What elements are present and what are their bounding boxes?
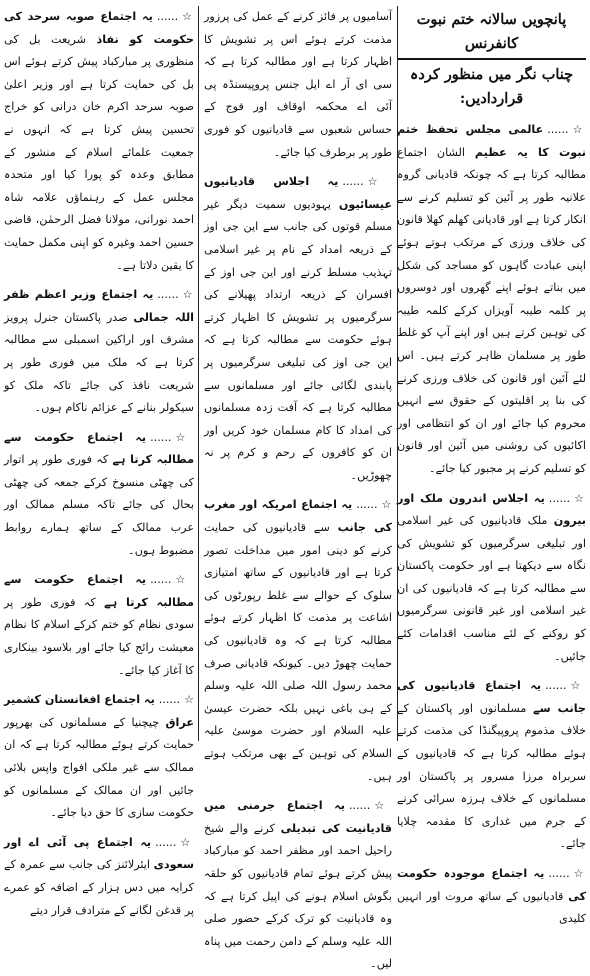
headline-line-2: چناب نگر میں منظور کردہ قراردادیں:: [409, 66, 574, 107]
resolution-paragraph: [397, 119, 586, 481]
resolution-text: ملک قادیانیوں کی غیر اسلامی اور تبلیغی سرگرمیوں کو تشویش کی نگاہ سے دیکھتا ہے اور حکومت پاکستان سے مطالبہ کرتا ہے کہ قادیانیوں کی ان غیر اسلامی اور غیر قانونی سرگرمیوں کو روکنے کے لئے مناسب اقدامات کئے جائیں۔: [397, 514, 586, 663]
resolution-text: سے قادیانیوں کی حمایت کرنے کو دینی امور میں مداخلت تصور کرتا ہے اور قادیانیوں کے ساتھ امتیازی سلوک کے حوالے سے غلط رپورٹوں کی اشاعت پر مذمت کا اظہار کرتے ہوئے مطالبہ کرتا ہے کہ وہ قادیانیوں کی حمایت چھوڑ دیں۔ کیونکہ قادیانی صرف محمد رسول اللہ صلی اللہ علیہ وسلم کے ہی باغی نہیں بلکہ حضرت عیسیٰ علیہ السلام اور حضرت موسیٰ علیہ السلام کی توہین کے بھی مرتکب ہوتے ہیں۔: [204, 521, 392, 783]
column-divider: [198, 6, 199, 741]
star-icon: ☆: [573, 867, 586, 880]
star-icon: ☆: [182, 288, 194, 302]
star-icon: ☆: [184, 693, 194, 707]
star-icon: ☆: [381, 498, 392, 512]
resolution-lead: یہ اجتماع صوبہ سرحد کی حکومت کو نفاذ: [4, 10, 194, 46]
leader-dots: ......: [342, 175, 364, 189]
resolution-paragraph: [204, 795, 392, 976]
resolution-lead: یہ اجتماع وزیر اعظم ظفر اللہ جمالی: [4, 288, 194, 324]
leader-dots: ......: [545, 679, 567, 693]
leader-dots: ......: [548, 491, 571, 505]
resolution-paragraph: [4, 569, 194, 682]
leader-dots: ......: [150, 573, 172, 587]
resolution-text: کہ فوری طور پر سودی نظام کو ختم کرکے اسلام کا نظام معیشت رائج کیا جائے اور بلاسود بینکاری کا آغاز کیا جائے۔: [4, 595, 194, 677]
resolution-lead: یہ اجتماع قادیانیوں کی جانب سے: [397, 679, 586, 715]
article-headline: [397, 6, 586, 113]
middle-column: [204, 6, 392, 971]
resolution-paragraph: [397, 488, 586, 669]
star-icon: ☆: [374, 799, 392, 813]
left-column: [4, 6, 194, 917]
resolution-text: ایئرلائنز کی جانب سے عمرہ کے کرایہ میں دس ہزار کے اضافہ کو عمرے پر قدغن لگانے کے مترادف قرار دیتے: [4, 858, 194, 917]
resolution-lead: یہ اجتماع حکومت سے مطالبہ کرتا ہے: [4, 430, 194, 467]
star-icon: ☆: [570, 679, 586, 693]
leader-dots: ......: [150, 430, 172, 444]
leader-dots: ......: [349, 799, 371, 813]
right-column: [397, 6, 587, 926]
resolution-lead: یہ اجتماع موجودہ حکومت کی: [397, 867, 587, 903]
resolution-paragraph: [4, 284, 194, 420]
star-icon: ☆: [180, 835, 194, 849]
resolution-text: مسلمانوں اور پاکستان کے خلاف مذموم پروپیگنڈا کی مذمت کرتے ہوئے مطالبہ کرتا ہے کہ قادیانیوں کے سربراہ مرزا مسرور پر پاکستان اور مسلمانوں کے خلاف ہرزہ سرائی کرنے کے جرم میں غداری کا مقدمہ چلایا جائے۔: [397, 701, 586, 851]
left-column-resolutions: [4, 6, 194, 922]
leader-dots: ......: [356, 498, 378, 512]
leader-dots: ......: [157, 288, 179, 302]
resolution-paragraph: [4, 832, 194, 922]
star-icon: ☆: [574, 491, 586, 505]
resolution-lead: یہ اجتماع حکومت سے مطالبہ کرتا ہے: [4, 573, 194, 609]
resolution-text: قادیانیوں کے ساتھ مروت اور انہیں کلیدی: [397, 889, 586, 926]
resolution-text: الشان اجتماع مطالبہ کرتا ہے کہ چونکہ قادیانی گروہ علانیہ طور پر آئین کو تسلیم کرنے سے انکار کرتا ہے اور قادیانی کھلم کھلا قانون کی خلاف ورزی کے مرتکب ہوتے ہوئے اپنی عبادت گاہوں کو مساجد کی شکل میں بناتے ہوئے اپنے گھروں اور دوسروں پر کلمہ طیبہ آویزاں کرکے کلمہ طیبہ کی توہین کرتے ہیں اور اپنے آپ کو غلط طور پر مسلمان ظاہر کرتے ہیں۔ اس لئے آئین اور قانون کی خلاف ورزی کرنے کی بنا پر اقلیتوں کے حقوق سے انہیں محروم کیا جائے اور ان کو انتظامی اور اکائیوں کی روشنی میں آئین اور قانون کو تسلیم کرنے پر مجبور کیا جائے۔: [397, 145, 586, 475]
resolution-paragraph: [204, 6, 392, 164]
leader-dots: ......: [548, 867, 570, 880]
resolution-lead: یہ اجتماع جرمنی میں قادیانیت کی تبدیلی: [204, 799, 392, 835]
resolution-lead: یہ اجتماع افغانستان کشمیر عراق: [4, 693, 194, 729]
resolution-lead: عالمی مجلس تحفظ ختم نبوت کا یہ عظیم: [397, 123, 586, 159]
column-divider: [397, 6, 398, 741]
star-icon: ☆: [182, 10, 194, 23]
resolution-text: چیچنیا کے مسلمانوں کی بھرپور حمایت کرتے ہوئے مطالبہ کرتا ہے کہ ان ممالک سے غیر ملکی افواج واپس بلائی جائیں اور ان ممالک کے مسلمانوں کو حکومت سازی کا حق دیا جائے۔: [4, 715, 194, 820]
resolution-lead: یہ اجتماع پی آئی اے اور سعودی: [4, 835, 194, 872]
right-column-resolutions: [397, 119, 586, 931]
resolution-text: آسامیوں پر فائز کرنے کے عمل کی پرزور مذمت کرتے ہوئے اس پر تشویش کا اظہار کرتا ہے اور مطالبہ کرتا ہے کہ سی ای آر اے ایل جنس پروپیسنڈہ پی آئی اے محکمہ اوقاف اور فوج کے حساس شعبوں سے قادیانیوں کو فوری طور پر برطرف کیا جائے۔: [204, 10, 392, 159]
leader-dots: ......: [156, 10, 179, 23]
resolution-paragraph: [397, 863, 586, 931]
star-icon: ☆: [175, 430, 194, 444]
resolution-paragraph: [4, 427, 194, 563]
resolution-paragraph: [204, 494, 392, 788]
headline-line-1: پانچویں سالانہ ختم نبوت کانفرنس: [397, 8, 586, 60]
resolution-text: صدر پاکستان جنرل پرویز مشرف اور اراکین اسمبلی سے مطالبہ کرتا ہے کہ ملک میں فوری طور پر شریعت نافذ کی جائے تاکہ ملک کو سیکولر بنانے کے عزائم ناکام ہوں۔: [4, 310, 194, 415]
star-icon: ☆: [572, 123, 586, 136]
resolution-text: شریعت بل کی منظوری پر مبارکباد پیش کرتے ہوئے اس بل کی حمایت کرتا ہے اور وزیر اعلیٰ صوبہ سرحد اکرم خان درانی کو خراج تحسین پیش کرتا ہے کہ انہوں نے جمعیت علمائے اسلام کے منشور کے مطابق وعدہ کو پورا کیا اور متحدہ مجلس عمل کے رہنماؤں علامہ شاہ احمد نورانی، مولانا فضل الرحمٰن، قاضی حسین احمد وغیرہ کو اپنی مکمل حمایت کا یقین دلاتا ہے۔: [4, 32, 194, 272]
middle-column-resolutions: [204, 6, 392, 976]
resolution-text: یہودیوں سمیت دیگر غیر مسلم قوتوں کی جانب سے این جی اوز کے ذریعہ امداد کے نام پر غیر اسلامی تہذیب مسلط کرنے اور این جی اوز کے افسران کے ذریعہ ارتداد پھیلانے کی سرگرمیوں پر تشویش کا اظہار کرتے ہوئے حکومت سے مطالبہ کرتا ہے کہ این جی اوز کی تبلیغی سرگرمیوں پر پابندی لگائی جائے اور مسلمانوں سے مطالبہ کرتا ہے کہ آفت زدہ مسلمانوں کی امداد کا کام مسلمان خود کریں اور ان کو کافروں کے رحم و کرم پر نہ چھوڑیں۔: [204, 197, 392, 482]
resolution-lead: یہ اجتماع امریکہ اور مغرب کی جانب: [204, 498, 392, 535]
leader-dots: ......: [155, 835, 177, 849]
leader-dots: ......: [547, 123, 569, 136]
resolution-lead: یہ اجلاس اندرون ملک اور بیرون: [397, 491, 586, 528]
leader-dots: ......: [158, 693, 181, 707]
resolution-text: کرنے والے شیخ راحیل احمد اور مظفر احمد کو مبارکباد پیش کرتے ہوئے تمام قادیانیوں کو حلقہ بگوش اسلام ہونے کی اپیل کرتا ہے کہ وہ قادیانیت کو ترک کرکے حضور صلی اللہ علیہ وسلم کے دامن رحمت میں پناہ لیں۔: [204, 821, 392, 971]
resolution-paragraph: [397, 675, 586, 856]
resolution-paragraph: [4, 6, 194, 277]
resolution-paragraph: [204, 171, 392, 487]
resolution-lead: یہ اجلاس قادیانیوں عیسائیوں: [204, 175, 392, 211]
resolution-text: کہ فوری طور پر اتوار کی چھٹی منسوخ کرکے جمعہ کی چھٹی بحال کی جائے تاکہ مسلم ممالک اور عرب ممالک کے ساتھ ہمارے روابط مضبوط ہوں۔: [4, 453, 194, 557]
star-icon: ☆: [175, 573, 194, 587]
resolution-paragraph: [4, 689, 194, 825]
star-icon: ☆: [367, 175, 392, 189]
